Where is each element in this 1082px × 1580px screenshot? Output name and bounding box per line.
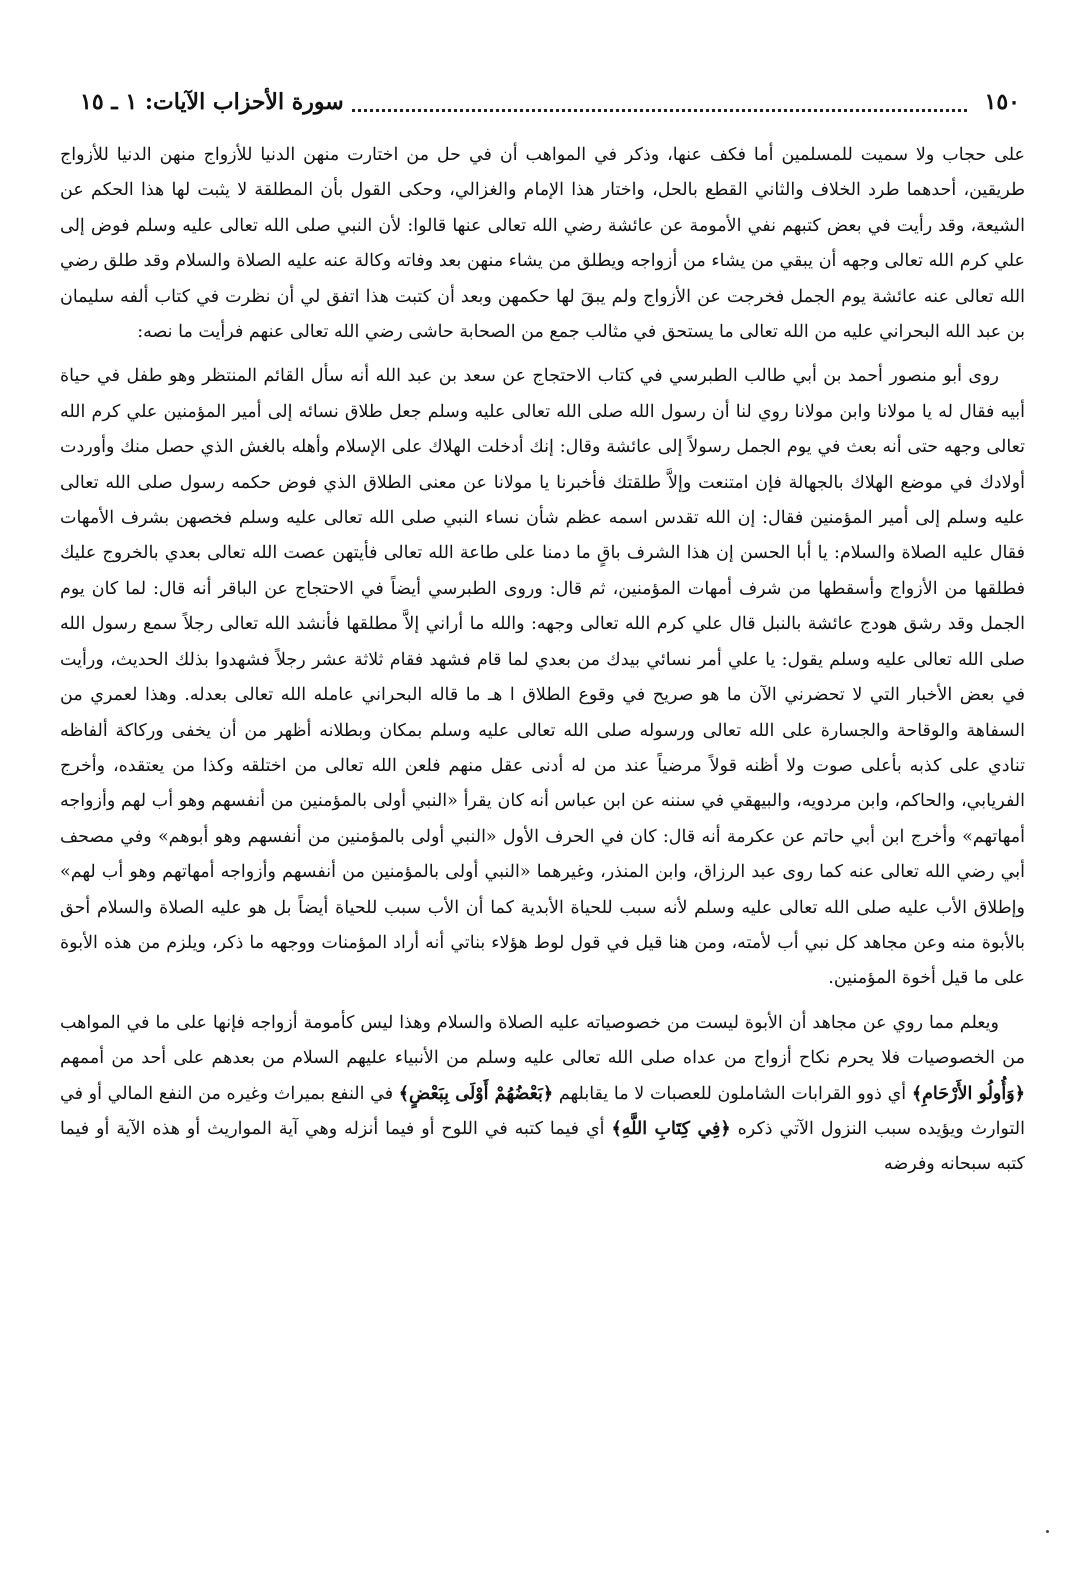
paragraph: روى أبو منصور أحمد بن أبي طالب الطبرسي في كتاب الاحتجاج عن سعد بن عبد الله أنه سأل القائم المنتظر وهو طفل في حياة أبيه فقال له يا مولانا وابن مولانا روي لنا أن رسول الله صلى الله تعالى عليه وسلم جعل طلاق نسائه إلى أمير المؤمنين علي كرم الله تعالى وجهه حتى أنه بعث في يوم الجمل رسولاً إلى عائشة وقال: إنك أدخلت الهلاك على الإسلام وأهله بالغش الذي حصل منك وأوردت أولادك في موضع الهلاك بالجهالة فإن امتنعت وإلاَّ طلقتك فأخبرنا يا مولانا عن معنى الطلاق الذي فوض حكمه رسول صلى الله تعالى عليه وسلم إلى أمير المؤمنين فقال: إن الله تقدس اسمه عظم شأن نساء النبي صلى الله تعالى عليه وسلم فخصهن بشرف الأمهات فقال عليه الصلاة والسلام: يا أبا الحسن إن هذا الشرف باقٍ ما دمنا على طاعة الله تعالى فأيتهن عصت الله تعالى بعدي بالخروج عليك فطلقها من الأزواج وأسقطها من شرف أمهات المؤمنين، ثم قال: وروى الطبرسي أيضاً في الاحتجاج عن الباقر أنه قال: لما كان يوم الجمل وقد رشق هودج عائشة بالنبل قال علي كرم الله تعالى وجهه: والله ما أراني إلاَّ مطلقها فأنشد الله تعالى رجلاً سمع رسول الله صلى الله تعالى عليه وسلم يقول: يا علي أمر نسائي بيدك من بعدي لما قام فشهد فقام ثلاثة عشر رجلاً فشهدوا بذلك الحديث، ورأيت في بعض الأخبار التي لا تحضرني الآن ما هو صريح في وقوع الطلاق ا هـ ما قاله البحراني عامله الله تعالى بعدله. وهذا لعمري من السفاهة والوقاحة والجسارة على الله تعالى ورسوله صلى الله تعالى عليه وسلم بمكان وبطلانه أظهر من أن يخفى وركاكة ألفاظه تنادي على كذبه بأعلى صوت ولا أظنه قولاً مرضياً عند من له أدنى عقل منهم فلعن الله تعالى من اختلقه وكذا من يعتقده، وأخرج الفريابي، والحاكم، وابن مردويه، والبيهقي في سننه عن ابن عباس أنه كان يقرأ «النبي أولى بالمؤمنين من أنفسهم وهو أب لهم وأزواجه أمهاتهم» وأخرج ابن أبي حاتم عن عكرمة أنه قال: كان في الحرف الأول «النبي أولى بالمؤمنين من أنفسهم وهو أبوهم» وفي مصحف أبي رضي الله تعالى عنه كما روى عبد الرزاق، وابن المنذر، وغيرهما «النبي أولى بالمؤمنين من أنفسهم وأزواجه أمهاتهم وهو أب لهم» وإطلاق الأب عليه صلى الله تعالى عليه وسلم لأنه سبب للحياة الأبدية كما أن الأب سبب للحياة أيضاً بل هو عليه الصلاة والسلام أحق بالأبوة منه وعن مجاهد كل نبي أب لأمته، ومن هنا قيل في قول لوط هؤلاء بناتي أنه أراد المؤمنات ووجهه ما ذكر، ويلزم من هذه الأبوة على ما قيل أخوة المؤمنين. (60, 366, 1025, 989)
running-header (80, 82, 1020, 122)
paragraph-text: ويعلم مما روي عن مجاهد أن الأبوة ليست من خصوصياته عليه الصلاة والسلام وهذا ليس كأمومة أزواجه فإنها على ما في المواهب من الخصوصيات فلا يحرم نكاح أزواج من عداه صلى الله تعالى عليه وسلم من الأنبياء عليهم السلام من بعدهم على أحد من أممهم (60, 1012, 1025, 1069)
dotted-leader (352, 93, 967, 112)
page-number: ١٥٠ (984, 89, 1020, 115)
paragraph: على حجاب ولا سميت للمسلمين أما فكف عنها، وذكر في المواهب أن في حل من اختارت منهن الدنيا للأزواج منهن الدنيا للأزواج طريقين، أحدهما طرد الخلاف والثاني القطع بالحل، واختار هذا الإمام والغزالي، وحكى القول بأن المطلقة لا يثبت لها هذا الحكم عن الشيعة، وقد رأيت في بعض كتبهم نفي الأمومة عن عائشة رضي الله تعالى عنها قالوا: لأن النبي صلى الله تعالى عليه وسلم فوض إلى علي كرم الله تعالى وجهه أن يبقي من يشاء من أزواجه ويطلق من يشاء منهن بعد وفاته وكالة عنه عليه الصلاة والسلام وقد طلق رضي الله تعالى عنه عائشة يوم الجمل فخرجت عن الأزواج ولم يبقَ لها حكمهن وبعد أن كتبت هذا اتفق لي أن نظرت في كتاب ألفه سليمان بن عبد الله البحراني عليه من الله تعالى ما يستحق في مثالب جمع من الصحابة حاشى رضي الله تعالى عنهم فرأيت ما نصه: (60, 145, 1025, 343)
paragraph-text: أي ذوو القرابات الشاملون للعصبات لا ما يقابلهم (558, 1083, 907, 1104)
paragraph (60, 1006, 1025, 1183)
surah-title: سورة الأحزاب الآيات: ١ ـ ١٥ (80, 89, 344, 115)
quran-verse: ﴿بَعْضُهُمْ أَوْلَى بِبَعْضٍ﴾ (398, 1083, 554, 1104)
page-body (60, 138, 1025, 1538)
quran-verse: ﴿فِي كِتَابِ اللَّهِ﴾ (611, 1118, 731, 1139)
scan-speck (1046, 1530, 1049, 1533)
quran-verse: ﴿وَأُولُو الأَرْحَامِ﴾ (911, 1083, 1025, 1104)
paragraph-text: في النفع بميراث وغيره من النفع المالي أو في التوارث ويؤيده سبب النزول الآتي ذكره (60, 1083, 1025, 1139)
paragraph-text: أي فيما كتبه في اللوح أو فيما أنزله وهي آية المواريث أو هذه الآية أو فيما كتبه سبحانه وفرضه (60, 1118, 1025, 1175)
